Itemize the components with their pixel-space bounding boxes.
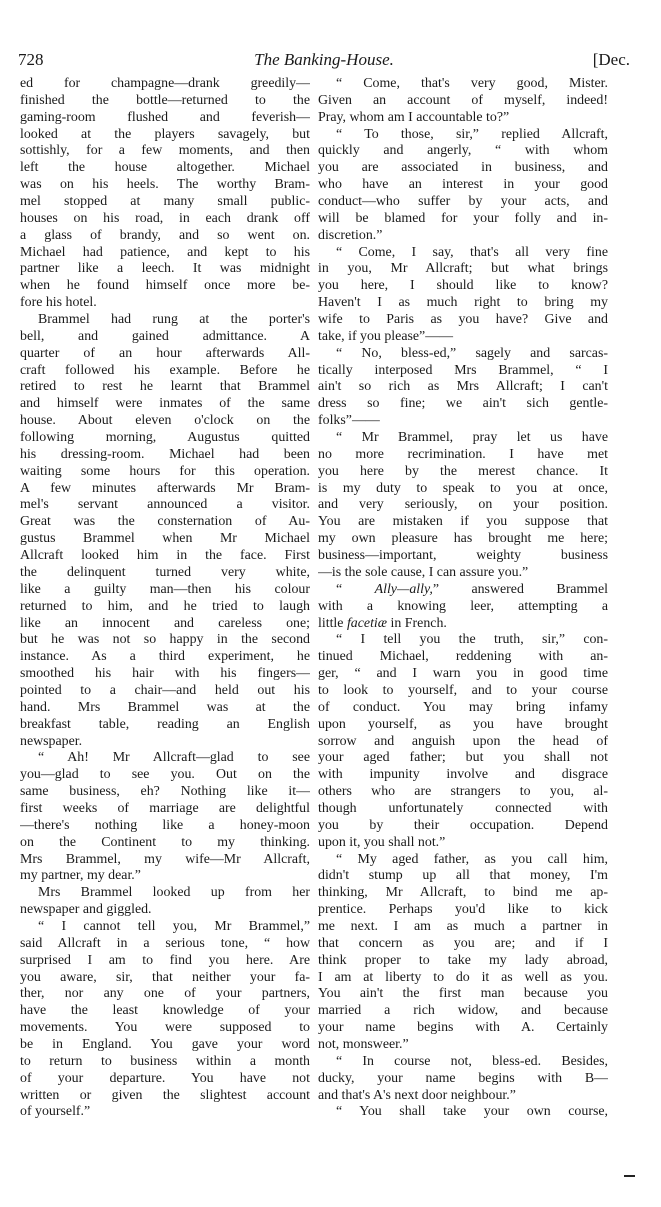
text-line: upon it, you shall not.” — [318, 834, 446, 850]
text-line: fore his hotel. — [20, 295, 97, 311]
text-line: instance. As a third experiment, he — [20, 649, 310, 665]
text-line: You are mistaken if you suppose that — [318, 514, 608, 530]
text-line: you here, I should like to know? — [318, 278, 608, 294]
text-line: newspaper and giggled. — [20, 902, 152, 918]
text-line: ger, “ and I warn you in good time — [318, 666, 608, 682]
text-line: “ I cannot tell you, Mr Brammel,” — [38, 918, 310, 934]
text-line: “ Ah! Mr Allcraft—glad to see — [38, 750, 310, 766]
text-line: ed for champagne—drank greedily— — [20, 76, 310, 91]
issue-month: [Dec. — [592, 50, 630, 69]
text-line: retired to rest he learnt that Brammel — [20, 379, 310, 395]
text-line: tically interposed Mrs Brammel, “ I — [318, 362, 608, 378]
text-line: conduct—who suffer by your acts, and — [318, 194, 608, 210]
text-line: you are associated in business, and — [318, 160, 608, 176]
text-line: wife to Paris as you have? Give and — [318, 312, 608, 328]
text-line: you aware, sir, that neither your fa- — [20, 969, 310, 985]
text-line: mel stopped at many small public- — [20, 194, 310, 210]
text-line: have the least knowledge of your — [20, 1003, 310, 1019]
text-line: written or given the slightest account — [20, 1087, 310, 1103]
text-line: of your departure. You have not — [20, 1070, 310, 1086]
text-line: “ Ally—ally,” answered Brammel — [336, 581, 608, 597]
text-line: “ No, bless-ed,” sagely and sarcas- — [336, 345, 608, 361]
text-line: a glass of brandy, and so went on. — [20, 227, 310, 243]
text-line: is my duty to speak to you at once, — [318, 480, 608, 496]
text-line: sorrow and anguish upon the head of — [318, 733, 608, 749]
text-line: though unfortunately connected with — [318, 800, 608, 816]
text-line: Great was the consternation of Au- — [20, 514, 310, 530]
text-line: surprised I am to find you here. Are — [20, 952, 310, 968]
text-line: business—important, weighty business — [318, 548, 608, 564]
text-line: like a guilty man—then his colour — [20, 581, 310, 597]
text-line: was on his heels. The worthy Bram- — [20, 177, 310, 193]
text-line: ain't so rich as Mrs Allcraft; I can't — [318, 379, 608, 395]
text-line: Haven't I as much right to bring my — [318, 295, 608, 311]
text-line: on the Continent to my thinking. — [20, 834, 310, 850]
text-line: houses on his road, in each drank off — [20, 210, 310, 226]
text-line: and that's A's next door neighbour.” — [318, 1087, 516, 1103]
text-line: “ I tell you the truth, sir,” con- — [336, 632, 608, 648]
text-line: “ You shall take your own course, — [336, 1104, 608, 1120]
text-line: finished the bottle—returned to the — [20, 92, 310, 108]
text-line: little facetiæ in French. — [318, 615, 447, 631]
text-line: like an innocent and careless one; — [20, 615, 310, 631]
text-line: “ Come, that's very good, Mister. — [336, 76, 608, 91]
text-line: “ In course not, bless-ed. Besides, — [336, 1053, 608, 1069]
text-line: first weeks of marriage are delightful — [20, 800, 310, 816]
text-line: married a rich widow, and because — [318, 1003, 608, 1019]
running-header — [18, 50, 630, 74]
text-line: returned to him, and he tried to laugh — [20, 598, 310, 614]
text-line: A few minutes afterwards Mr Bram- — [20, 480, 310, 496]
text-line: but he was not so happy in the second — [20, 632, 310, 648]
text-line: ther, nor any one of your partners, — [20, 986, 310, 1002]
margin-mark — [624, 1175, 635, 1177]
text-line: your name begins with A. Certainly — [318, 1020, 608, 1036]
text-line: will be blamed for your folly and in- — [318, 210, 608, 226]
left-column — [20, 76, 310, 1121]
text-line: hand. Mrs Brammel was at the — [20, 699, 310, 715]
text-line: newspaper. — [20, 733, 83, 749]
text-line: mel's servant announced a visitor. — [20, 497, 310, 513]
text-line: in you, Mr Allcraft; but what brings — [318, 261, 608, 277]
text-line: upon yourself, as you have brought — [318, 716, 608, 732]
text-line: be in England. You gave your word — [20, 1036, 310, 1052]
text-line: you by their occupation. Depend — [318, 817, 608, 833]
text-line: to look to yourself, and to your course — [318, 682, 608, 698]
text-line: others who are strangers to you, al- — [318, 784, 608, 800]
text-line: looked at the players savagely, but — [20, 126, 310, 142]
text-line: ducky, your name begins with B— — [318, 1070, 608, 1086]
text-line: waiting some hours for this operation. — [20, 463, 310, 479]
text-line: Given an account of myself, indeed! — [318, 92, 608, 108]
text-line: Allcraft looked him in the face. First — [20, 548, 310, 564]
text-line: —is the sole cause, I can assure you.” — [318, 564, 529, 580]
text-line: Brammel had rung at the porter's — [38, 312, 310, 328]
text-line: to return to business within a month — [20, 1053, 310, 1069]
text-line: prentice. Perhaps you'd like to kick — [318, 902, 608, 918]
text-line: house. About eleven o'clock on the — [20, 413, 310, 429]
text-line: not, monsweer.” — [318, 1036, 409, 1052]
text-line: that concern as you are; and if I — [318, 935, 608, 951]
text-line: your aged father; but you shall not — [318, 750, 608, 766]
text-line: dress so fine; we ain't sich gentle- — [318, 396, 608, 412]
text-line: you here by the merest chance. It — [318, 463, 608, 479]
text-line: Michael had patience, and kept to his — [20, 244, 310, 260]
text-line: his dressing-room. Michael had been — [20, 446, 310, 462]
text-line: following morning, Augustus quitted — [20, 430, 310, 446]
text-line: no more recrimination. I have met — [318, 446, 608, 462]
text-line: partner like a leech. It was midnight — [20, 261, 310, 277]
text-line: folks”—— — [318, 413, 380, 429]
text-line: You ain't the first man because you — [318, 986, 608, 1002]
text-line: of conduct. You may bring infamy — [318, 699, 608, 715]
text-line: gustus Brammel when Mr Michael — [20, 531, 310, 547]
text-line: Mrs Brammel, my wife—Mr Allcraft, — [20, 851, 310, 867]
text-line: movements. You were supposed to — [20, 1020, 310, 1036]
text-line: me next. I am as much a partner in — [318, 918, 608, 934]
text-line: think proper to take my lady abroad, — [318, 952, 608, 968]
text-line: and himself were inmates of the same — [20, 396, 310, 412]
text-line: quarter of an hour afterwards All- — [20, 345, 310, 361]
text-line: my own pleasure has brought me here; — [318, 531, 608, 547]
text-line: —there's nothing like a honey-moon — [20, 817, 310, 833]
text-line: “ Come, I say, that's all very fine — [336, 244, 608, 260]
text-line: who have an interest in your good — [318, 177, 608, 193]
running-title: The Banking-House. — [254, 50, 394, 69]
text-line: with a knowing leer, attempting a — [318, 598, 608, 614]
text-line: same business, eh? Nothing like it— — [20, 784, 310, 800]
text-line: craft followed his example. Before he — [20, 362, 310, 378]
text-line: didn't stump up all that money, I'm — [318, 868, 608, 884]
text-line: Mrs Brammel looked up from her — [38, 885, 310, 901]
text-line: thinking, Mr Allcraft, to bind me ap- — [318, 885, 608, 901]
text-line: “ To those, sir,” replied Allcraft, — [336, 126, 608, 142]
text-line: with impunity involve and disgrace — [318, 767, 608, 783]
text-line: the delinquent turned very white, — [20, 564, 310, 580]
text-line: gaming-room flushed and feverish— — [20, 109, 310, 125]
text-line: and very seriously, on your position. — [318, 497, 608, 513]
text-line: you—glad to see you. Out on the — [20, 767, 310, 783]
text-line: quickly and angerly, “ with whom — [318, 143, 608, 159]
text-line: when he found himself once more be- — [20, 278, 310, 294]
text-line: I am at liberty to do it as well as you. — [318, 969, 608, 985]
text-line: discretion.” — [318, 227, 383, 243]
text-line: tinued Michael, reddening with an- — [318, 649, 608, 665]
text-line: “ Mr Brammel, pray let us have — [336, 430, 608, 446]
text-line: my partner, my dear.” — [20, 868, 141, 884]
right-column — [318, 76, 608, 1121]
page-number: 728 — [18, 50, 44, 69]
text-line: sottishly, for a few moments, and then — [20, 143, 310, 159]
text-line: Pray, whom am I accountable to?” — [318, 109, 510, 125]
text-line: of yourself.” — [20, 1104, 91, 1120]
text-line: left the house altogether. Michael — [20, 160, 310, 176]
text-line: smoothed his hair with his fingers— — [20, 666, 310, 682]
text-line: bell, and gained admittance. A — [20, 328, 310, 344]
text-line: “ My aged father, as you call him, — [336, 851, 608, 867]
text-line: breakfast table, reading an English — [20, 716, 310, 732]
text-line: pointed to a chair—and held out his — [20, 682, 310, 698]
text-line: said Allcraft in a serious tone, “ how — [20, 935, 310, 951]
text-line: take, if you please”—— — [318, 328, 453, 344]
